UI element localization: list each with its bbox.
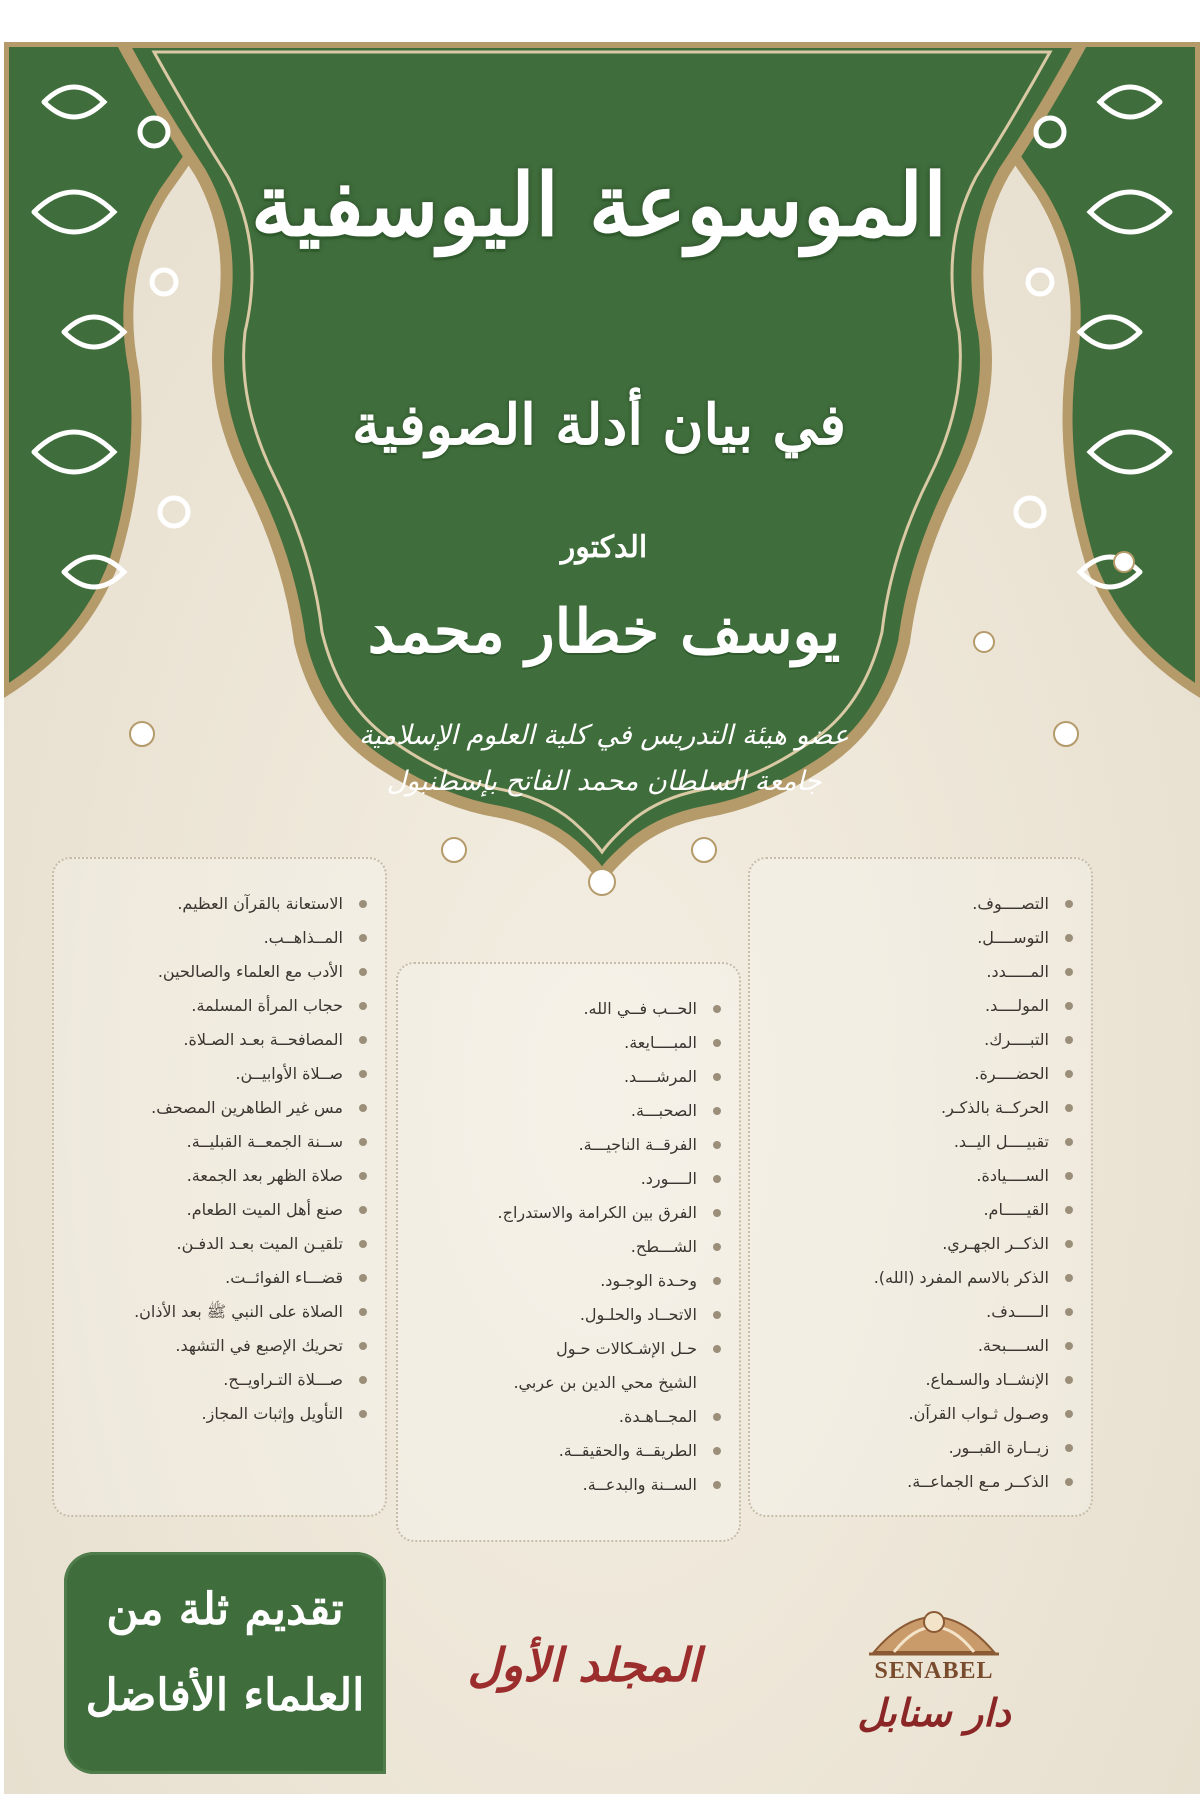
topics-list-left [78, 887, 367, 1431]
bullet-icon [359, 900, 367, 908]
topics-box-left [52, 857, 387, 1517]
list-item: المبــــايعة. [422, 1026, 721, 1060]
bullet-icon [359, 1376, 367, 1384]
author-name: يوسف خطار محمد [367, 597, 841, 667]
bullet-icon [713, 1209, 721, 1217]
author-university: جامعة السلطان محمد الفاتح بإسطنبول [386, 766, 822, 797]
bullet-icon [359, 1410, 367, 1418]
list-item: القيـــــام. [774, 1193, 1073, 1227]
bullet-icon [359, 1206, 367, 1214]
bullet-icon [713, 1141, 721, 1149]
bullet-icon [1065, 1444, 1073, 1452]
list-item: زيــارة القبــور. [774, 1431, 1073, 1465]
list-item: الفرقــة الناجيـــة. [422, 1128, 721, 1162]
bullet-icon [1065, 1410, 1073, 1418]
list-item: وحـدة الوجـود. [422, 1264, 721, 1298]
list-item: الســــبحة. [774, 1329, 1073, 1363]
bullet-icon [713, 1345, 721, 1353]
bullet-icon [1065, 900, 1073, 908]
list-item: الصلاة على النبي ﷺ بعد الأذان. [78, 1295, 367, 1329]
bullet-icon [359, 1138, 367, 1146]
bullet-icon [713, 1005, 721, 1013]
bullet-icon [1065, 1036, 1073, 1044]
bullet-icon [359, 1172, 367, 1180]
bullet-icon [1065, 1376, 1073, 1384]
publisher-latin-name: SENABEL [874, 1658, 994, 1684]
topics-box-middle [396, 962, 741, 1542]
list-item: الذكر بالاسم المفرد (الله). [774, 1261, 1073, 1295]
bullet-icon [359, 1342, 367, 1350]
list-item: الذكــر الجهـري. [774, 1227, 1073, 1261]
list-item: المرشــــد. [422, 1060, 721, 1094]
bullet-icon [713, 1277, 721, 1285]
bullet-icon [713, 1311, 721, 1319]
bullet-icon [359, 1308, 367, 1316]
list-item: الحركــة بالذكـر. [774, 1091, 1073, 1125]
list-item: الــــورد. [422, 1162, 721, 1196]
list-item: صـــلاة التـراويــح. [78, 1363, 367, 1397]
bullet-icon [1065, 1478, 1073, 1486]
list-item: المولــــد. [774, 989, 1073, 1023]
list-item: التوســــل. [774, 921, 1073, 955]
bullet-icon [1065, 1308, 1073, 1316]
list-item: التصــــوف. [774, 887, 1073, 921]
intro-line-2: العلماء الأفاضل [85, 1670, 365, 1721]
list-item: الشيخ محي الدين بن عربي. [513, 1373, 697, 1392]
bullet-icon [1065, 1172, 1073, 1180]
list-item: صــلاة الأوابيــن. [78, 1057, 367, 1091]
bullet-icon [1065, 1342, 1073, 1350]
bullet-icon [713, 1073, 721, 1081]
list-item: الشـــطح. [422, 1230, 721, 1264]
bullet-icon [713, 1243, 721, 1251]
list-item: الـــــدف. [774, 1295, 1073, 1329]
list-item: الســنة والبدعــة. [422, 1468, 721, 1502]
book-cover [4, 42, 1200, 1794]
book-subtitle: في بيان أدلة الصوفية [352, 392, 846, 458]
bullet-icon [713, 1413, 721, 1421]
author-title: الدكتور [560, 530, 648, 565]
publisher-logo [839, 1562, 1029, 1752]
bullet-icon [359, 968, 367, 976]
list-item: صنع أهل الميت الطعام. [78, 1193, 367, 1227]
bullet-icon [1065, 1138, 1073, 1146]
list-item: مس غير الطاهرين المصحف. [78, 1091, 367, 1125]
bullet-icon [713, 1481, 721, 1489]
list-item: الحــب فــي الله. [422, 992, 721, 1026]
list-item: الحضــــرة. [774, 1057, 1073, 1091]
bullet-icon [359, 1274, 367, 1282]
list-item: ســنة الجمعــة القبليــة. [78, 1125, 367, 1159]
bullet-icon [359, 1070, 367, 1078]
topics-box-right [748, 857, 1093, 1517]
bullet-icon [713, 1107, 721, 1115]
bullet-icon [1065, 1104, 1073, 1112]
list-item: المــذاهــب. [78, 921, 367, 955]
bullet-icon [713, 1175, 721, 1183]
list-item: التأويل وإثبات المجاز. [78, 1397, 367, 1431]
list-item: الاتحــاد والحلـول. [422, 1298, 721, 1332]
list-item: الطريقــة والحقيقــة. [422, 1434, 721, 1468]
author-affiliation: عضو هيئة التدريس في كلية العلوم الإسلامية [359, 720, 849, 751]
bullet-icon [359, 934, 367, 942]
list-item: حجاب المرأة المسلمة. [78, 989, 367, 1023]
publisher-arabic-name: دار سنابل [857, 1690, 1011, 1735]
topics-list-middle [422, 992, 721, 1502]
bullet-icon [359, 1036, 367, 1044]
list-item: وصـول ثـواب القرآن. [774, 1397, 1073, 1431]
list-item: حـل الإشـكالات حـول [422, 1332, 721, 1366]
bullet-icon [1065, 1206, 1073, 1214]
bullet-icon [1065, 1274, 1073, 1282]
list-item: تلقيـن الميت بعـد الدفـن. [78, 1227, 367, 1261]
list-item: المجــاهـدة. [422, 1400, 721, 1434]
topics-list-right [774, 887, 1073, 1499]
bullet-icon [1065, 1070, 1073, 1078]
list-item: الأدب مع العلماء والصالحين. [78, 955, 367, 989]
list-item: قضـــاء الفوائــت. [78, 1261, 367, 1295]
bullet-icon [713, 1447, 721, 1455]
book-title: الموسوعة اليوسفية [250, 155, 948, 256]
list-item: الفرق بين الكرامة والاستدراج. [422, 1196, 721, 1230]
bullet-icon [1065, 934, 1073, 942]
bullet-icon [1065, 1240, 1073, 1248]
wheat-emblem-icon [839, 1562, 1029, 1662]
list-item: الاستعانة بالقرآن العظيم. [78, 887, 367, 921]
list-item: الســــيادة. [774, 1159, 1073, 1193]
intro-badge [64, 1552, 386, 1774]
list-item: تحريك الإصبع في التشهد. [78, 1329, 367, 1363]
list-item: تقبيــــل اليــد. [774, 1125, 1073, 1159]
list-item: المـــــدد. [774, 955, 1073, 989]
bullet-icon [359, 1002, 367, 1010]
list-item: الصحبـــة. [422, 1094, 721, 1128]
bullet-icon [359, 1104, 367, 1112]
list-item: الإنشــاد والسـماع. [774, 1363, 1073, 1397]
intro-line-1: تقديم ثلة من [106, 1584, 344, 1635]
bullet-icon [359, 1240, 367, 1248]
list-item: صلاة الظهر بعد الجمعة. [78, 1159, 367, 1193]
bullet-icon [1065, 968, 1073, 976]
list-item: الذكــر مـع الجماعــة. [774, 1465, 1073, 1499]
list-item: التبــــرك. [774, 1023, 1073, 1057]
list-item: المصافحــة بعـد الصـلاة. [78, 1023, 367, 1057]
volume-label: المجلد الأول [467, 1638, 701, 1692]
bullet-icon [713, 1039, 721, 1047]
bullet-icon [1065, 1002, 1073, 1010]
